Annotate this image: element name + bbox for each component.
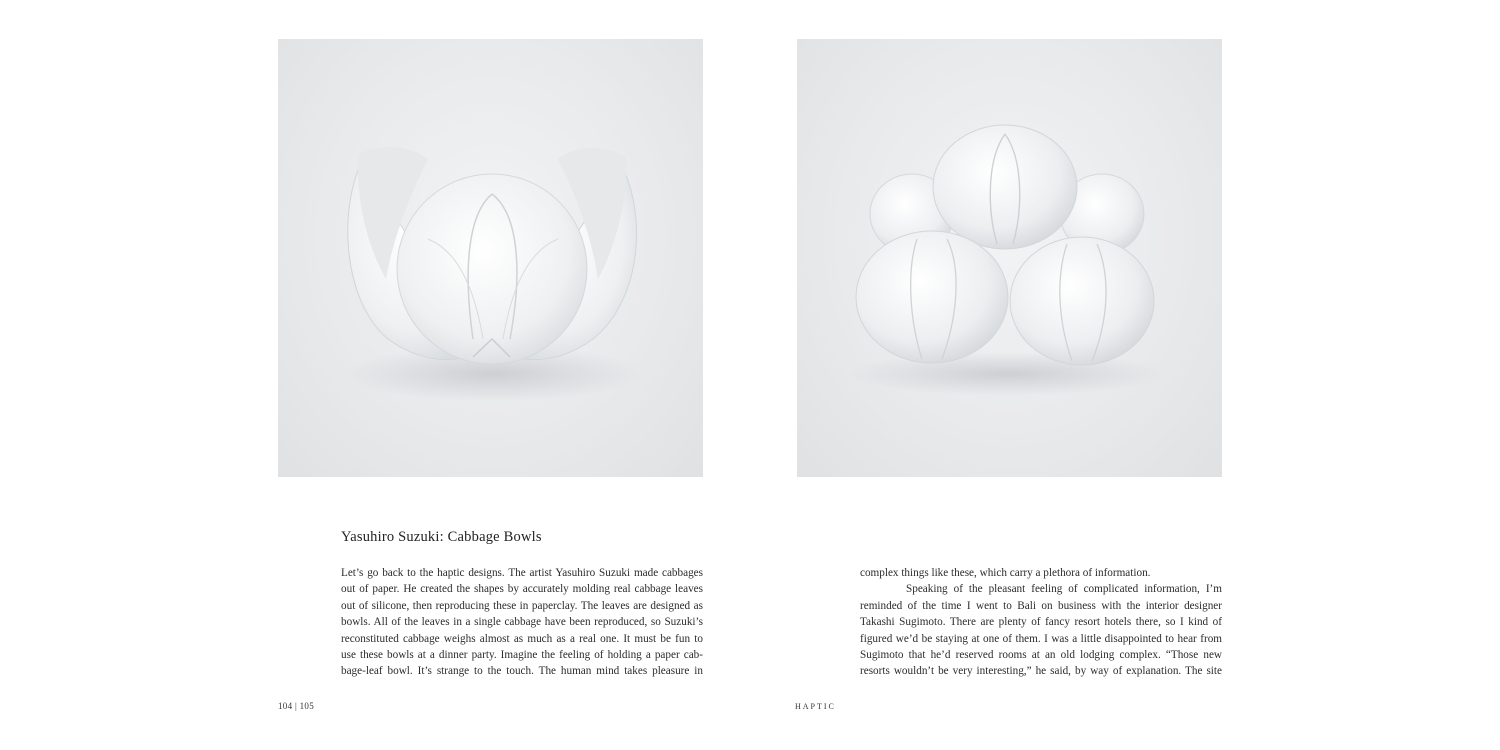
text-line: out of silicone, then reproducing these in paperclay. The leaves are designed as [341,599,703,612]
cabbage-bowl-photo [278,39,703,477]
body-text-right-column [860,565,1222,680]
text-line: use these bowls at a dinner party. Imagine the feeling of holding a paper cab- [341,648,703,661]
cabbage-stack-photo [797,39,1222,477]
text-line: bowls. All of the leaves in a single cabbage have been reproduced, so Suzuki’s [341,616,703,629]
cabbage-stack-illustration [797,39,1222,477]
text-line: reconstituted cabbage weighs almost as much as a real one. It must be fun to [341,632,703,645]
text-line: resorts wouldn’t be very interesting,” he said, by way of explanation. The site [860,665,1222,678]
section-heading: Yasuhiro Suzuki: Cabbage Bowls [341,529,542,545]
body-text-left-column [341,565,703,680]
text-line: reminded of the time I went to Bali on business with the interior designer [860,599,1222,612]
text-line: figured we’d be staying at one of them. I was a little disappointed to hear from [860,632,1222,645]
text-line: bage-leaf bowl. It’s strange to the touch. The human mind takes pleasure in [341,665,703,678]
text-line: Let’s go back to the haptic designs. The artist Yasuhiro Suzuki made cabbages [341,567,703,579]
text-line: complex things like these, which carry a plethora of information. [860,567,1151,579]
text-line: out of paper. He created the shapes by accurately molding real cabbage leaves [341,583,703,596]
page-numbers: 104 | 105 [278,701,315,711]
running-head: HAPTIC [795,702,836,711]
cabbage-bowl-illustration [278,39,703,477]
text-line: Sugimoto that he’d reserved rooms at an old lodging complex. “Those new [860,648,1222,661]
text-line: Takashi Sugimoto. There are plenty of fancy resort hotels there, so I kind of [860,616,1222,629]
paragraph-first-line: Speaking of the pleasant feeling of complicated information, I’m [906,583,1222,596]
